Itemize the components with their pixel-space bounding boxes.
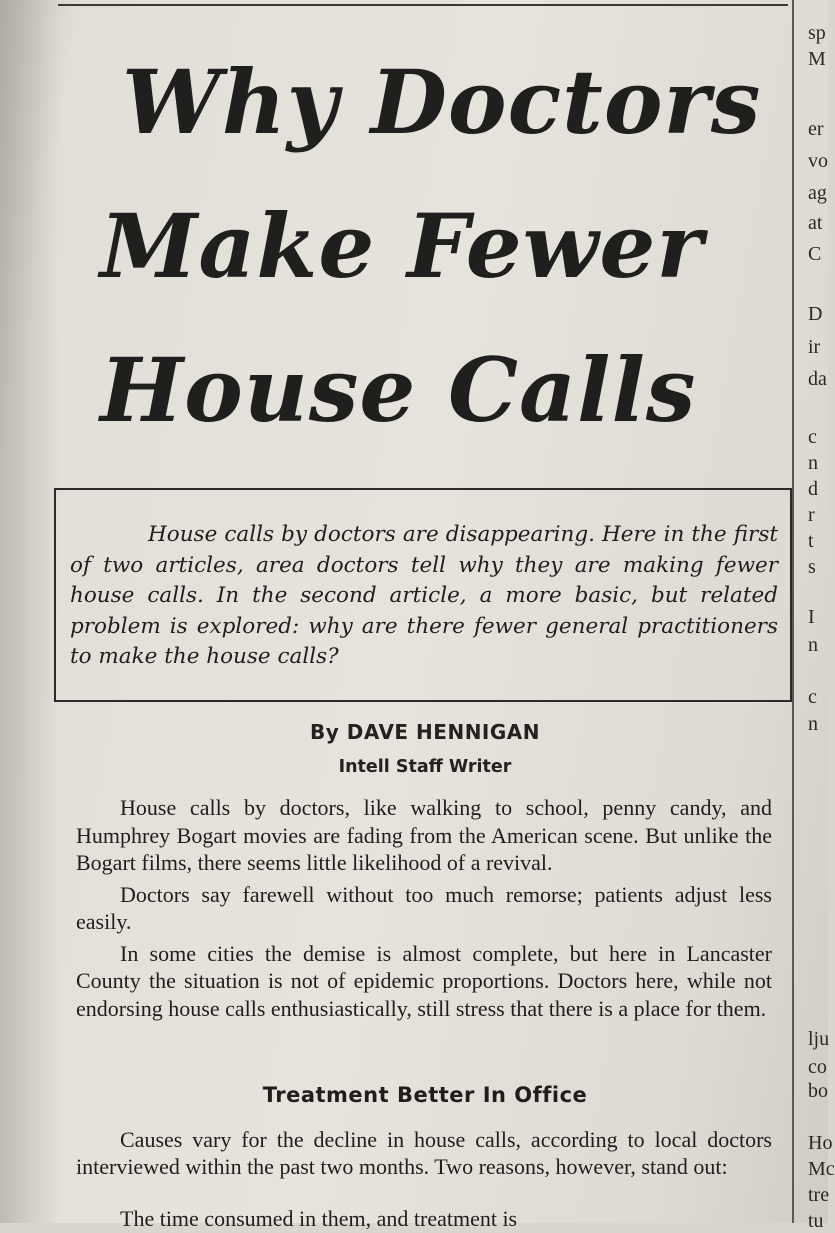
adjacent-fragment: M xyxy=(808,48,826,70)
body-paragraph-1: House calls by doctors, like walking to school, penny candy, and Humphrey Bogart movies are fading from the American scene. But unlike the Bogart films, there seems little likelihood of a revival. xyxy=(76,795,772,875)
adjacent-fragment: n xyxy=(808,452,818,474)
adjacent-fragment: s xyxy=(808,556,816,578)
adjacent-fragment: co xyxy=(808,1056,827,1078)
adjacent-fragment: c xyxy=(808,686,817,708)
adjacent-fragment: er xyxy=(808,118,824,140)
adjacent-fragment: n xyxy=(808,713,818,735)
byline-title: Intell Staff Writer xyxy=(338,757,512,777)
deck-box xyxy=(54,488,792,702)
subhead: Treatment Better In Office xyxy=(262,1083,588,1107)
article-body-continued xyxy=(76,1126,772,1180)
headline xyxy=(100,30,780,462)
byline-author: By DAVE HENNIGAN xyxy=(309,720,541,744)
adjacent-fragment: Mc xyxy=(808,1158,835,1180)
adjacent-fragment: ir xyxy=(808,336,821,358)
body-paragraph-2: Doctors say farewell without too much remorse; patients adjust less easily. xyxy=(76,881,772,934)
adjacent-fragment: tu xyxy=(808,1210,824,1232)
adjacent-fragment: t xyxy=(808,530,814,552)
body2-paragraph-1: Causes vary for the decline in house calls, according to local doctors interviewed within the past two months. Two reasons, however, stand out: xyxy=(76,1127,772,1179)
adjacent-fragment: C xyxy=(808,243,822,265)
deck-text: House calls by doctors are disappearing. Here in the first of two articles, area doctors tell why they are making fewer house calls. In the second article, a more basic, but related problem is explored: why are there fewer general practitioners to make the house calls? xyxy=(70,522,778,669)
adjacent-fragment: sp xyxy=(808,22,826,44)
headline-line-3: House Calls xyxy=(100,338,697,442)
adjacent-fragment: bo xyxy=(808,1080,828,1102)
body2-paragraph-2-partial: The time consumed in them, and treatment is xyxy=(120,1206,518,1231)
adjacent-fragment: at xyxy=(808,212,823,234)
adjacent-fragment: Ho xyxy=(808,1132,833,1154)
article-body xyxy=(76,794,772,1026)
body-paragraph-3: In some cities the demise is almost complete, but here in Lancaster County the situation is not of epidemic proportions. Doctors here, while not endorsing house calls enthusiastically, still stress that there is a place for them. xyxy=(76,940,772,1021)
adjacent-fragment: vo xyxy=(808,150,828,172)
top-rule xyxy=(58,4,788,6)
adjacent-fragment: ag xyxy=(808,182,827,204)
adjacent-fragment: tre xyxy=(808,1184,830,1206)
adjacent-fragment: D xyxy=(808,303,823,325)
column-rule xyxy=(792,0,794,1223)
adjacent-fragment: d xyxy=(808,478,818,500)
adjacent-fragment: I xyxy=(808,606,815,628)
page-fold-shadow xyxy=(0,0,60,1223)
adjacent-fragment: lju xyxy=(808,1028,830,1050)
adjacent-fragment: r xyxy=(808,504,815,526)
headline-line-1: Why Doctors xyxy=(122,50,762,154)
adjacent-fragment: n xyxy=(808,634,818,656)
adjacent-fragment: da xyxy=(808,368,827,390)
headline-line-2: Make Fewer xyxy=(100,194,704,298)
adjacent-fragment: c xyxy=(808,426,817,448)
adjacent-column-fragments xyxy=(806,0,835,1232)
